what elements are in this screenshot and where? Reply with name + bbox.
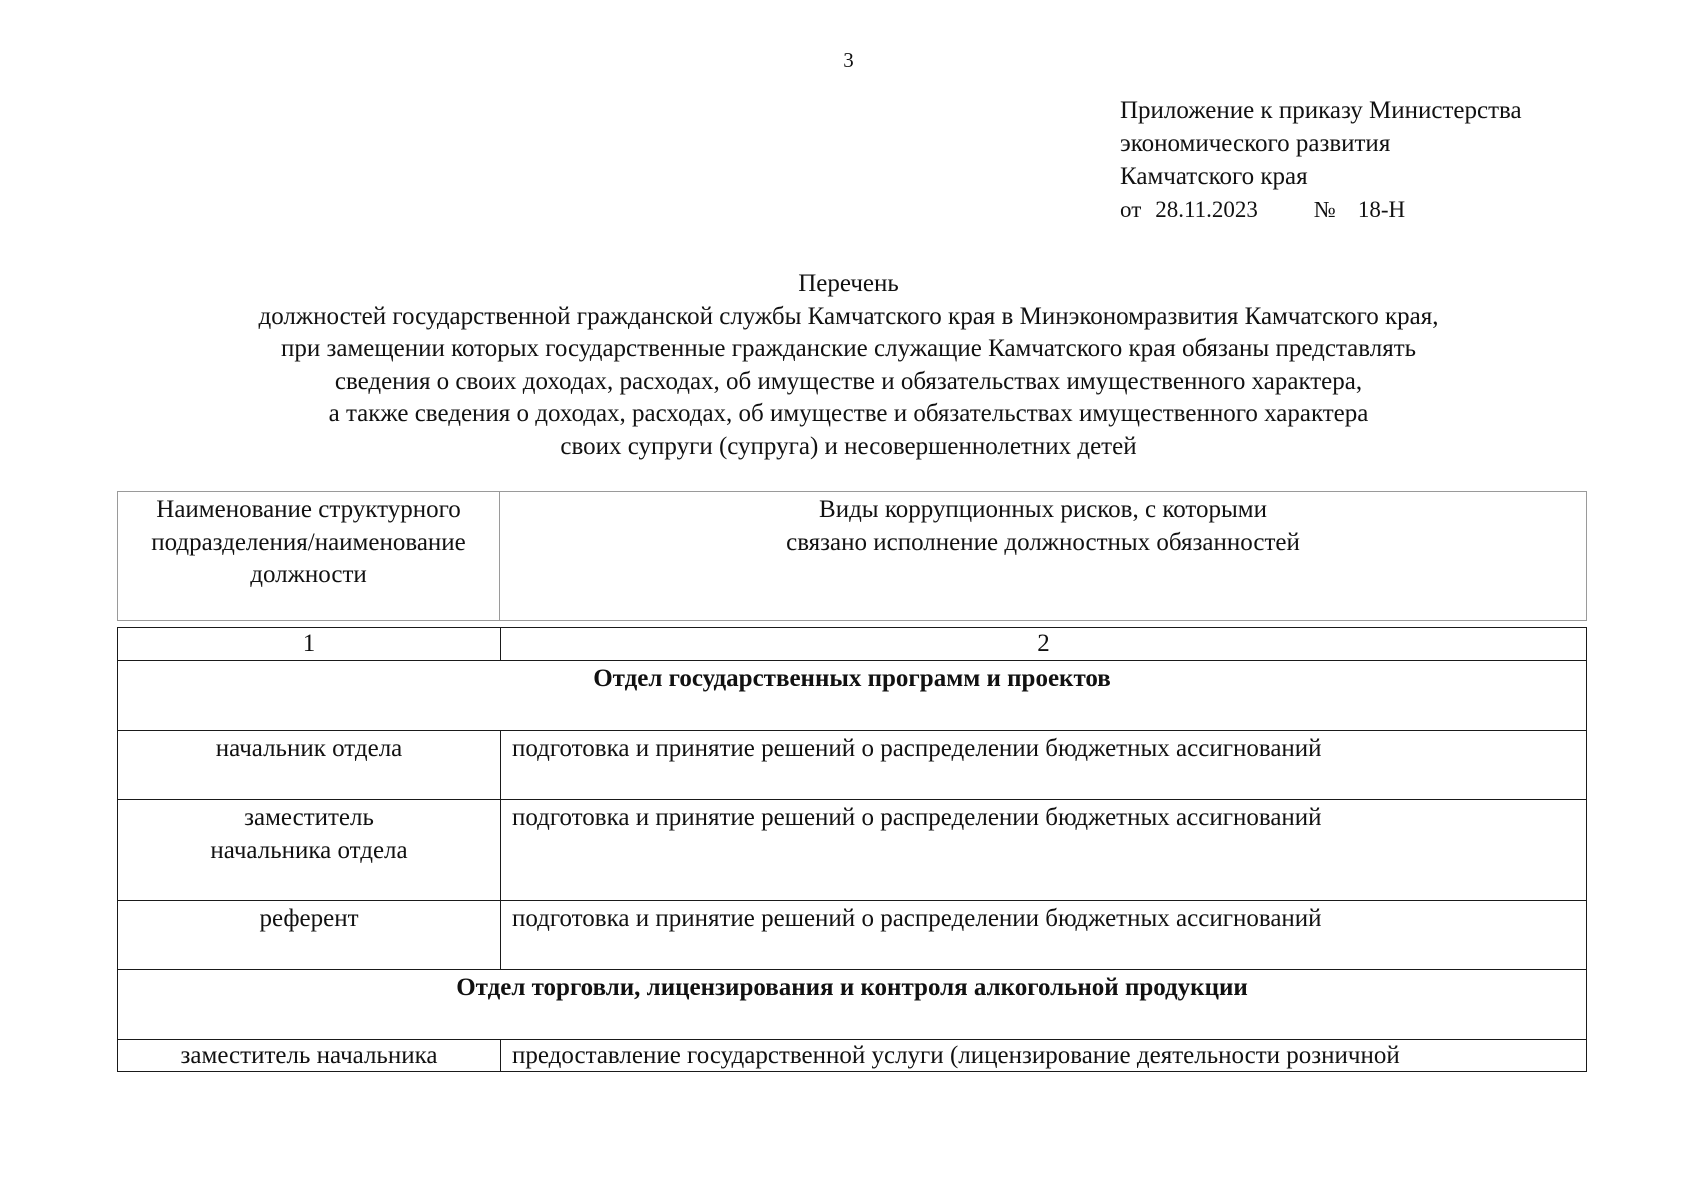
appendix-line-2: экономического развития (1120, 130, 1391, 157)
title-line-5: своих супруги (супруга) и несовершеннолетних детей (560, 432, 1137, 460)
header-col1-line: Наименование структурного (156, 496, 461, 523)
position-line: начальник отдела (215, 735, 403, 762)
table-header (117, 491, 1587, 621)
header-col1-line: должности (250, 561, 367, 588)
risk-cell: подготовка и принятие решений о распределении бюджетных ассигнований (501, 901, 1587, 970)
header-col-risks (500, 492, 1586, 620)
section-title: Отдел торговли, лицензирования и контроля алкогольной продукции (118, 970, 1587, 1040)
position-line: заместитель (244, 804, 374, 831)
order-from-label: от (1120, 197, 1142, 222)
title-heading: Перечень (798, 270, 899, 297)
position-cell (118, 1040, 501, 1072)
title-line-1: должностей государственной гражданской службы Камчатского края в Минэкономразвития Камчатского края, (258, 302, 1439, 330)
table-row (118, 731, 1587, 800)
column-number-row (118, 628, 1587, 661)
document-title (0, 268, 1697, 463)
title-line-4: а также сведения о доходах, расходах, об имуществе и обязательствах имущественного характера (328, 400, 1369, 427)
header-col-position (118, 492, 500, 620)
header-col2-line: связано исполнение должностных обязанностей (786, 528, 1300, 556)
order-number-label: № (1313, 197, 1336, 222)
order-details (1120, 193, 1522, 226)
table-row (118, 1040, 1587, 1072)
positions-table (117, 627, 1587, 1072)
appendix-line-1: Приложение к приказу Министерства (1120, 97, 1522, 124)
risk-cell: подготовка и принятие решений о распределении бюджетных ассигнований (501, 800, 1587, 901)
title-line-3: сведения о своих доходах, расходах, об имуществе и обязательствах имущественного характера, (334, 367, 1363, 395)
position-cell (118, 901, 501, 970)
position-cell (118, 800, 501, 901)
header-col2-line: Виды коррупционных рисков, с которыми (819, 496, 1267, 523)
position-line: референт (259, 905, 359, 932)
column-number: 1 (118, 628, 501, 661)
position-line: начальника отдела (210, 836, 408, 864)
table-row (118, 800, 1587, 901)
risk-cell: подготовка и принятие решений о распределении бюджетных ассигнований (501, 731, 1587, 800)
table-row (118, 901, 1587, 970)
order-number: 18-Н (1357, 197, 1406, 222)
section-row (118, 661, 1587, 731)
section-title: Отдел государственных программ и проектов (118, 661, 1587, 731)
order-date: 28.11.2023 (1155, 197, 1258, 222)
header-col1-line: подразделения/наименование (151, 528, 466, 556)
appendix-line-3: Камчатского края (1120, 163, 1308, 190)
section-row (118, 970, 1587, 1040)
position-cell (118, 731, 501, 800)
risk-cell: предоставление государственной услуги (лицензирование деятельности розничной (501, 1040, 1587, 1072)
column-number: 2 (501, 628, 1587, 661)
title-line-2: при замещении которых государственные гражданские служащие Камчатского края обязаны представлять (280, 335, 1417, 362)
appendix-block (1120, 94, 1522, 226)
page-number: 3 (843, 48, 854, 72)
position-line: заместитель начальника (180, 1042, 438, 1069)
